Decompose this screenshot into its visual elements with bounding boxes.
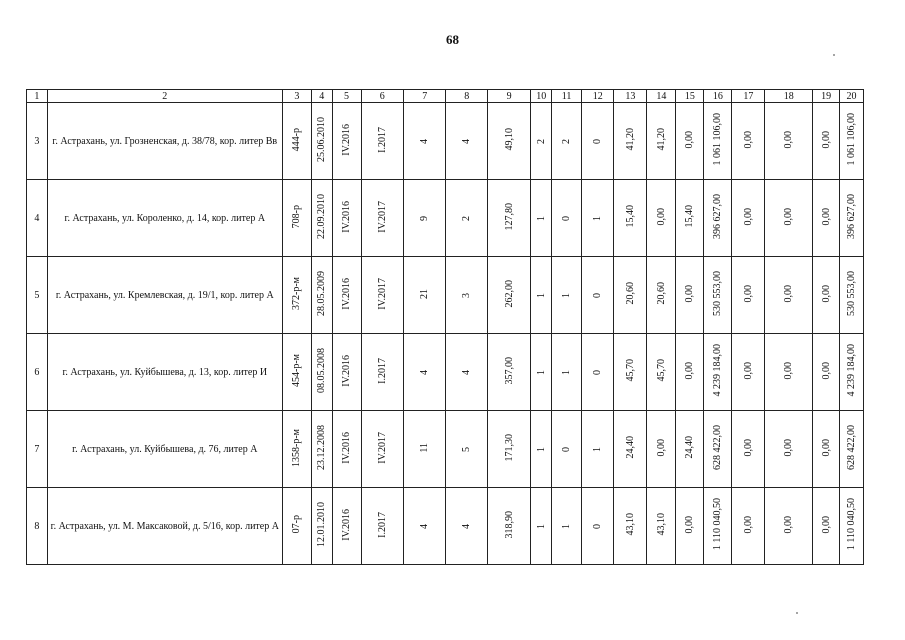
order-date-cell <box>311 488 332 565</box>
column-number-6: 6 <box>361 90 403 103</box>
col-14-text: 20,60 <box>655 282 667 305</box>
plan-start-cell <box>332 488 361 565</box>
col-14-cell <box>647 411 676 488</box>
table-row <box>27 488 864 565</box>
col-10-text: 1 <box>535 523 547 529</box>
cost-total-text: 1 110 040,50 <box>712 498 724 551</box>
col-12-text: 0 <box>592 138 604 144</box>
col-19-cell <box>813 488 840 565</box>
plan-start-text: IV.2016 <box>341 431 353 464</box>
column-number-4: 4 <box>311 90 332 103</box>
col-8-text: 4 <box>461 523 473 529</box>
area-text: 127,80 <box>503 202 515 231</box>
col-17-text: 0,00 <box>742 130 754 149</box>
col-14-text: 41,20 <box>655 128 667 151</box>
cost-total-cell <box>704 334 732 411</box>
column-number-9: 9 <box>487 90 531 103</box>
col-17-text: 0,00 <box>742 207 754 226</box>
plan-end-text: IV.2017 <box>376 200 388 233</box>
col-11-text: 2 <box>561 138 573 144</box>
col-19-text: 0,00 <box>820 515 832 534</box>
column-number-16: 16 <box>704 90 732 103</box>
col-7-cell <box>404 334 446 411</box>
col-7-text: 4 <box>419 523 431 529</box>
col-14-cell <box>647 488 676 565</box>
row-number-cell: 5 <box>27 257 48 334</box>
cost-total-cell <box>704 257 732 334</box>
area-cell <box>487 180 531 257</box>
col-14-text: 0,00 <box>655 438 667 457</box>
cost-final-cell <box>840 488 864 565</box>
col-15-text: 0,00 <box>684 130 696 149</box>
column-number-7: 7 <box>404 90 446 103</box>
col-18-text: 0,00 <box>783 284 795 303</box>
cost-final-cell <box>840 411 864 488</box>
order-date-text: 23.12.2008 <box>316 425 328 470</box>
col-11-cell <box>552 257 582 334</box>
col-15-cell <box>676 103 704 180</box>
address-cell: г. Астрахань, ул. Кремлевская, д. 19/1, кор. литер А <box>47 257 282 334</box>
area-cell <box>487 488 531 565</box>
col-7-cell <box>404 411 446 488</box>
col-11-text: 1 <box>561 369 573 375</box>
col-11-text: 0 <box>561 446 573 452</box>
col-19-text: 0,00 <box>820 361 832 380</box>
plan-end-cell <box>361 488 403 565</box>
col-15-text: 0,00 <box>684 284 696 303</box>
col-8-text: 5 <box>461 446 473 452</box>
col-8-text: 3 <box>461 292 473 298</box>
col-14-text: 45,70 <box>655 359 667 382</box>
column-number-2: 2 <box>47 90 282 103</box>
column-number-17: 17 <box>732 90 765 103</box>
area-text: 262,00 <box>503 279 515 308</box>
plan-end-cell <box>361 334 403 411</box>
col-10-text: 1 <box>535 446 547 452</box>
col-11-cell <box>552 180 582 257</box>
cost-final-text: 530 553,00 <box>846 271 858 316</box>
area-text: 49,10 <box>503 128 515 151</box>
col-15-cell <box>676 334 704 411</box>
order-date-text: 22.09.2010 <box>316 194 328 239</box>
address-cell: г. Астрахань, ул. М. Максаковой, д. 5/16, кор. литер А <box>47 488 282 565</box>
col-10-cell <box>531 411 552 488</box>
col-18-text: 0,00 <box>783 207 795 226</box>
row-number-cell: 4 <box>27 180 48 257</box>
register-table <box>26 89 864 565</box>
plan-start-text: IV.2016 <box>341 354 353 387</box>
col-15-cell <box>676 411 704 488</box>
col-10-text: 2 <box>535 138 547 144</box>
table-row <box>27 103 864 180</box>
col-10-cell <box>531 103 552 180</box>
col-12-text: 0 <box>592 292 604 298</box>
cost-final-text: 628 422,00 <box>846 425 858 470</box>
plan-start-text: IV.2016 <box>341 200 353 233</box>
col-14-cell <box>647 180 676 257</box>
cost-total-cell <box>704 180 732 257</box>
col-19-text: 0,00 <box>820 207 832 226</box>
col-18-cell <box>765 103 813 180</box>
col-11-cell <box>552 488 582 565</box>
col-19-cell <box>813 180 840 257</box>
row-number-cell: 7 <box>27 411 48 488</box>
col-13-cell <box>614 411 647 488</box>
order-number-text: 708-р <box>291 204 303 229</box>
col-19-cell <box>813 103 840 180</box>
col-7-text: 9 <box>419 215 431 221</box>
cost-total-cell <box>704 488 732 565</box>
cost-final-cell <box>840 334 864 411</box>
column-number-5: 5 <box>332 90 361 103</box>
col-13-cell <box>614 103 647 180</box>
order-number-cell <box>282 334 311 411</box>
col-14-text: 0,00 <box>655 207 667 226</box>
order-number-text: 372-р-м <box>291 277 303 310</box>
col-19-cell <box>813 411 840 488</box>
plan-start-text: IV.2016 <box>341 508 353 541</box>
cost-total-text: 1 061 106,00 <box>712 113 724 166</box>
cost-total-text: 396 627,00 <box>712 194 724 239</box>
col-7-cell <box>404 257 446 334</box>
col-15-text: 0,00 <box>684 515 696 534</box>
plan-start-cell <box>332 103 361 180</box>
column-number-row <box>27 90 864 103</box>
order-number-cell <box>282 488 311 565</box>
cost-total-text: 4 239 184,00 <box>712 344 724 397</box>
plan-end-cell <box>361 180 403 257</box>
col-12-cell <box>582 103 614 180</box>
col-11-text: 1 <box>561 523 573 529</box>
col-8-cell <box>446 180 487 257</box>
address-cell: г. Астрахань, ул. Куйбышева, д. 76, литер А <box>47 411 282 488</box>
col-13-text: 24,40 <box>624 436 636 459</box>
plan-end-text: IV.2017 <box>376 431 388 464</box>
plan-end-text: I.2017 <box>376 357 388 384</box>
col-11-cell <box>552 103 582 180</box>
col-18-cell <box>765 257 813 334</box>
col-13-text: 41,20 <box>624 128 636 151</box>
order-number-cell <box>282 103 311 180</box>
plan-end-cell <box>361 103 403 180</box>
cost-final-cell <box>840 180 864 257</box>
col-10-text: 1 <box>535 369 547 375</box>
col-18-text: 0,00 <box>783 361 795 380</box>
col-13-cell <box>614 334 647 411</box>
order-number-text: 1358-р-м <box>291 428 303 467</box>
col-12-cell <box>582 488 614 565</box>
col-14-text: 43,10 <box>655 513 667 536</box>
col-7-text: 4 <box>419 138 431 144</box>
col-17-cell <box>732 411 765 488</box>
row-number-cell: 8 <box>27 488 48 565</box>
col-17-cell <box>732 488 765 565</box>
col-17-cell <box>732 180 765 257</box>
col-8-cell <box>446 334 487 411</box>
column-number-18: 18 <box>765 90 813 103</box>
col-7-cell <box>404 180 446 257</box>
col-12-cell <box>582 334 614 411</box>
col-13-text: 20,60 <box>624 282 636 305</box>
col-7-cell <box>404 103 446 180</box>
col-19-cell <box>813 257 840 334</box>
order-date-text: 28.05.2009 <box>316 271 328 316</box>
col-13-text: 15,40 <box>624 205 636 228</box>
area-text: 318,90 <box>503 510 515 539</box>
col-15-cell <box>676 488 704 565</box>
column-number-12: 12 <box>582 90 614 103</box>
col-10-cell <box>531 180 552 257</box>
order-date-cell <box>311 103 332 180</box>
order-number-text: 454-р-м <box>291 354 303 387</box>
plan-end-text: I.2017 <box>376 511 388 538</box>
col-17-text: 0,00 <box>742 284 754 303</box>
page-number: 68 <box>446 32 459 47</box>
col-18-cell <box>765 334 813 411</box>
area-cell <box>487 257 531 334</box>
address-cell: г. Астрахань, ул. Куйбышева, д. 13, кор. литер И <box>47 334 282 411</box>
col-8-cell <box>446 103 487 180</box>
plan-end-cell <box>361 257 403 334</box>
cost-total-text: 530 553,00 <box>712 271 724 316</box>
order-number-cell <box>282 411 311 488</box>
address-cell: г. Астрахань, ул. Короленко, д. 14, кор. литер А <box>47 180 282 257</box>
table-row <box>27 334 864 411</box>
cost-final-text: 1 061 106,00 <box>846 113 858 166</box>
col-17-cell <box>732 334 765 411</box>
col-8-cell <box>446 257 487 334</box>
plan-start-cell <box>332 411 361 488</box>
order-date-cell <box>311 411 332 488</box>
col-15-text: 0,00 <box>684 361 696 380</box>
order-date-text: 08.05.2008 <box>316 348 328 393</box>
col-19-text: 0,00 <box>820 130 832 149</box>
col-10-cell <box>531 257 552 334</box>
column-number-8: 8 <box>446 90 487 103</box>
col-13-cell <box>614 180 647 257</box>
col-11-cell <box>552 334 582 411</box>
col-10-text: 1 <box>535 292 547 298</box>
col-10-cell <box>531 488 552 565</box>
column-number-14: 14 <box>647 90 676 103</box>
col-8-text: 4 <box>461 138 473 144</box>
area-cell <box>487 334 531 411</box>
col-10-text: 1 <box>535 215 547 221</box>
col-18-text: 0,00 <box>783 130 795 149</box>
col-18-text: 0,00 <box>783 515 795 534</box>
col-11-text: 1 <box>561 292 573 298</box>
col-12-cell <box>582 180 614 257</box>
area-text: 357,00 <box>503 356 515 385</box>
plan-start-cell <box>332 257 361 334</box>
order-date-cell <box>311 257 332 334</box>
col-13-text: 43,10 <box>624 513 636 536</box>
col-12-text: 0 <box>592 369 604 375</box>
column-number-19: 19 <box>813 90 840 103</box>
address-cell: г. Астрахань, ул. Грозненская, д. 38/78, кор. литер Вв <box>47 103 282 180</box>
col-8-cell <box>446 411 487 488</box>
col-17-cell <box>732 257 765 334</box>
cost-total-cell <box>704 411 732 488</box>
col-18-text: 0,00 <box>783 438 795 457</box>
col-14-cell <box>647 103 676 180</box>
col-12-cell <box>582 411 614 488</box>
col-13-cell <box>614 257 647 334</box>
col-13-text: 45,70 <box>624 359 636 382</box>
col-7-text: 21 <box>419 288 431 299</box>
order-number-cell <box>282 257 311 334</box>
column-number-20: 20 <box>840 90 864 103</box>
col-7-text: 11 <box>419 442 431 453</box>
column-number-15: 15 <box>676 90 704 103</box>
col-15-cell <box>676 257 704 334</box>
column-number-3: 3 <box>282 90 311 103</box>
col-10-cell <box>531 334 552 411</box>
order-number-cell <box>282 180 311 257</box>
cost-total-text: 628 422,00 <box>712 425 724 470</box>
table-row <box>27 180 864 257</box>
col-11-cell <box>552 411 582 488</box>
area-cell <box>487 411 531 488</box>
col-8-text: 4 <box>461 369 473 375</box>
order-date-cell <box>311 180 332 257</box>
col-17-text: 0,00 <box>742 438 754 457</box>
plan-start-text: IV.2016 <box>341 123 353 156</box>
order-number-text: 07-р <box>291 515 303 534</box>
col-12-text: 1 <box>592 446 604 452</box>
order-date-text: 25.06.2010 <box>316 117 328 162</box>
cost-final-cell <box>840 103 864 180</box>
col-13-cell <box>614 488 647 565</box>
col-18-cell <box>765 488 813 565</box>
plan-end-text: IV.2017 <box>376 277 388 310</box>
plan-start-cell <box>332 180 361 257</box>
plan-end-text: I.2017 <box>376 126 388 153</box>
col-18-cell <box>765 180 813 257</box>
column-number-10: 10 <box>531 90 552 103</box>
col-15-cell <box>676 180 704 257</box>
plan-start-text: IV.2016 <box>341 277 353 310</box>
row-number-cell: 6 <box>27 334 48 411</box>
col-19-text: 0,00 <box>820 438 832 457</box>
area-text: 171,30 <box>503 433 515 462</box>
col-12-text: 1 <box>592 215 604 221</box>
row-number-cell: 3 <box>27 103 48 180</box>
table-row <box>27 411 864 488</box>
column-number-1: 1 <box>27 90 48 103</box>
col-19-text: 0,00 <box>820 284 832 303</box>
col-19-cell <box>813 334 840 411</box>
col-7-text: 4 <box>419 369 431 375</box>
col-12-cell <box>582 257 614 334</box>
col-17-text: 0,00 <box>742 515 754 534</box>
col-7-cell <box>404 488 446 565</box>
area-cell <box>487 103 531 180</box>
column-number-13: 13 <box>614 90 647 103</box>
col-14-cell <box>647 257 676 334</box>
cost-final-text: 4 239 184,00 <box>846 344 858 397</box>
col-8-cell <box>446 488 487 565</box>
cost-final-text: 1 110 040,50 <box>846 498 858 551</box>
cost-final-cell <box>840 257 864 334</box>
column-number-11: 11 <box>552 90 582 103</box>
order-date-text: 12.01.2010 <box>316 502 328 547</box>
plan-start-cell <box>332 334 361 411</box>
order-date-cell <box>311 334 332 411</box>
col-17-text: 0,00 <box>742 361 754 380</box>
col-17-cell <box>732 103 765 180</box>
col-15-text: 24,40 <box>684 436 696 459</box>
table-row <box>27 257 864 334</box>
col-12-text: 0 <box>592 523 604 529</box>
col-11-text: 0 <box>561 215 573 221</box>
col-15-text: 15,40 <box>684 205 696 228</box>
cost-total-cell <box>704 103 732 180</box>
cost-final-text: 396 627,00 <box>846 194 858 239</box>
order-number-text: 444-р <box>291 127 303 152</box>
plan-end-cell <box>361 411 403 488</box>
col-14-cell <box>647 334 676 411</box>
col-18-cell <box>765 411 813 488</box>
col-8-text: 2 <box>461 215 473 221</box>
